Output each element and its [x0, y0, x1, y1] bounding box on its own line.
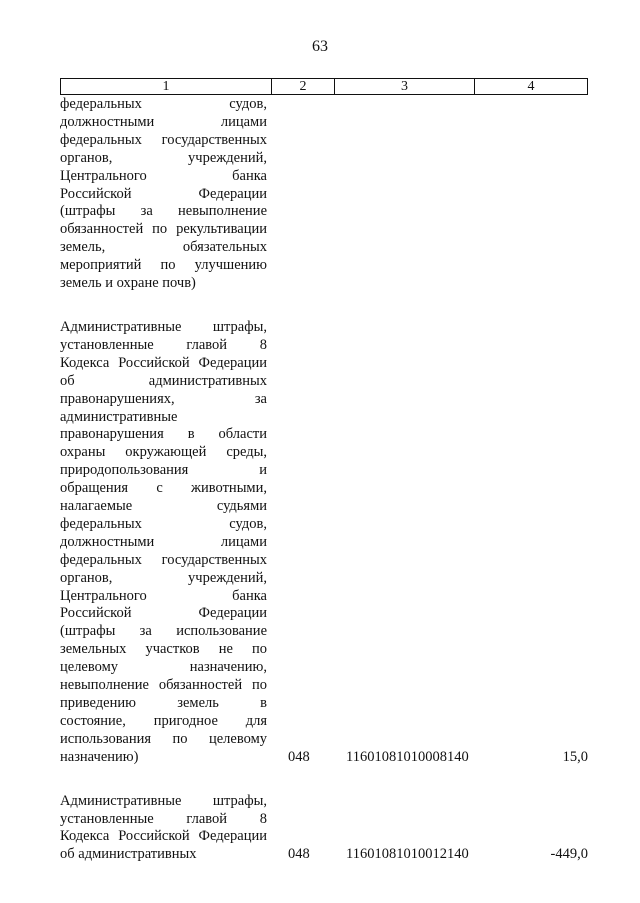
description-line: Административные штрафы, — [60, 792, 267, 809]
admin-code: 048 — [288, 846, 310, 863]
amount: 15,0 — [562, 748, 588, 765]
description-line: земель и охране почв) — [60, 275, 196, 292]
description-line: назначению) — [60, 748, 139, 765]
description-line: должностными лицами — [60, 533, 267, 550]
page-number: 63 — [312, 38, 328, 55]
description-line: мероприятий по улучшению — [60, 257, 267, 274]
header-col-3: 3 — [335, 79, 475, 94]
description-line: административные — [60, 408, 178, 425]
description-line: Российской Федерации — [60, 605, 267, 622]
description-line: приведению земель в — [60, 695, 267, 711]
description-line: земельных участков не по — [60, 641, 267, 658]
table-body — [60, 96, 588, 864]
description-line: правонарушениях, за — [60, 390, 267, 407]
description-line: Центрального банка — [60, 587, 267, 604]
description-line: должностными лицами — [60, 113, 267, 130]
row-spacer — [60, 293, 588, 319]
description-line: установленные главой 8 — [60, 810, 267, 827]
header-col-2: 2 — [272, 79, 335, 94]
description-line: Кодекса Российской Федерации — [60, 354, 267, 371]
description-line: (штрафы за невыполнение — [60, 203, 267, 220]
table-row — [60, 793, 588, 865]
description-line: земель, обязательных — [60, 239, 267, 256]
admin-code: 048 — [288, 748, 310, 765]
description-line: обращения с животными, — [60, 480, 267, 497]
header-col-4: 4 — [527, 79, 535, 94]
description-line: Центрального банка — [60, 167, 267, 184]
description-line: федеральных государственных — [60, 551, 267, 568]
table-header — [60, 78, 588, 95]
description-line: федеральных судов, — [60, 96, 267, 112]
description-line: органов, учреждений, — [60, 149, 267, 166]
row-spacer — [60, 767, 588, 793]
description-line: федеральных государственных — [60, 131, 267, 148]
kbk-code: 11601081010008140 — [346, 748, 469, 765]
description-line: федеральных судов, — [60, 515, 267, 532]
table-row — [60, 96, 588, 293]
amount: -449,0 — [550, 846, 588, 863]
description-line: органов, учреждений, — [60, 569, 267, 586]
description-line: состояние, пригодное для — [60, 712, 267, 729]
description-line: обязанностей по рекультивации — [60, 221, 267, 238]
kbk-code: 11601081010012140 — [346, 846, 469, 863]
description-line: Российской Федерации — [60, 185, 267, 202]
row-description — [60, 319, 267, 767]
description-line: установленные главой 8 — [60, 336, 267, 353]
description-line: правонарушения в области — [60, 426, 267, 443]
row-description — [60, 793, 267, 865]
description-line: использования по целевому — [60, 730, 267, 747]
header-col-1: 1 — [61, 79, 272, 94]
description-line: охраны окружающей среды, — [60, 444, 267, 461]
description-line: налагаемые судьями — [60, 498, 267, 515]
description-line: (штрафы за использование — [60, 623, 267, 640]
description-line: Кодекса Российской Федерации — [60, 828, 267, 845]
description-line: природопользования и — [60, 462, 267, 479]
row-description — [60, 96, 267, 293]
description-line: Административные штрафы, — [60, 318, 267, 335]
description-line: целевому назначению, — [60, 659, 267, 676]
description-line: об административных — [60, 846, 197, 863]
table-row — [60, 319, 588, 767]
description-line: невыполнение обязанностей по — [60, 677, 267, 694]
description-line: об административных — [60, 372, 267, 389]
